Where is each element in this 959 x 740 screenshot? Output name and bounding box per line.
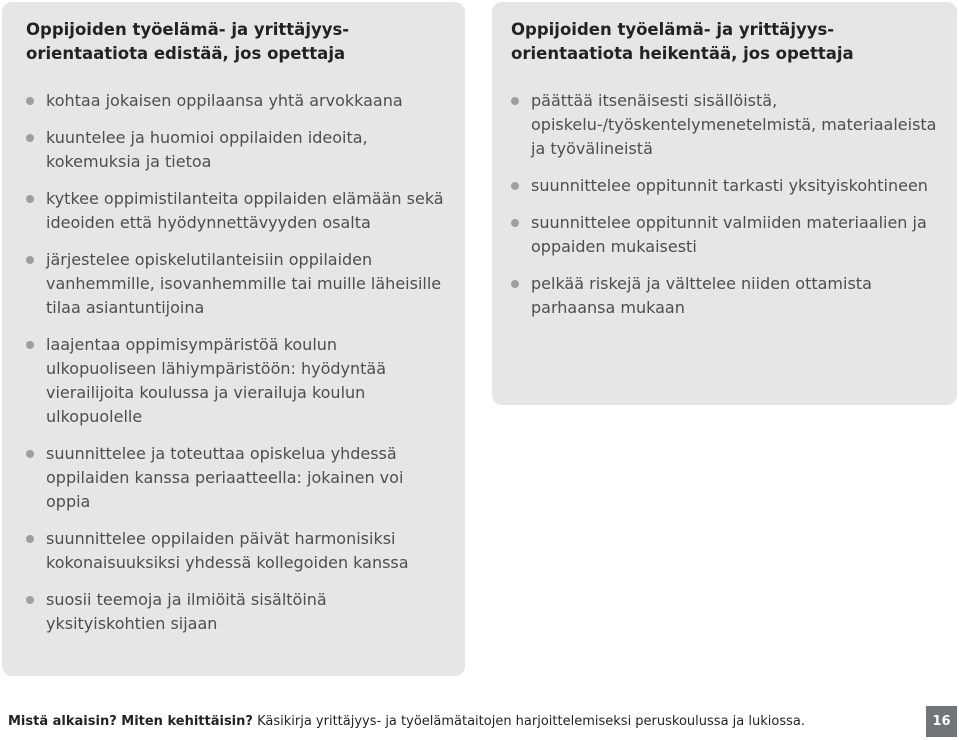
list-item: suunnittelee oppilaiden päivät harmonisiksi kokonaisuuksiksi yhdessä kollegoiden kanssa [26, 527, 445, 575]
list-item: järjestelee opiskelutilanteisiin oppilaiden vanhemmille, isovanhemmille tai muille läheisille tilaa asiantuntijoina [26, 248, 445, 320]
page-footer [8, 712, 805, 732]
list-item: suunnittelee ja toteuttaa opiskelua yhdessä oppilaiden kanssa periaatteella: jokainen voi oppia [26, 442, 445, 514]
list-item: pelkää riskejä ja välttelee niiden ottamista parhaansa mukaan [511, 272, 943, 320]
promoting-factors-title-line-2: orientaatiota edistää, jos opettaja [26, 44, 346, 63]
list-item: suosii teemoja ja ilmiöitä sisältöinä yksityiskohtien sijaan [26, 588, 445, 636]
footer-book-title: Mistä alkaisin? Miten kehittäisin? [8, 714, 253, 729]
list-item: kuuntelee ja huomioi oppilaiden ideoita, kokemuksia ja tietoa [26, 126, 445, 174]
weakening-factors-title [511, 18, 943, 66]
weakening-factors-panel [492, 2, 957, 405]
promoting-factors-list [26, 89, 445, 636]
promoting-factors-panel [2, 2, 465, 676]
list-item: laajentaa oppimisympäristöä koulun ulkopuoliseen lähiympäristöön: hyödyntää vierailijoita koulussa ja vierailuja koulun ulkopuolelle [26, 333, 445, 429]
page-number-badge: 16 [926, 706, 957, 737]
weakening-factors-title-line-1: Oppijoiden työelämä- ja yrittäjyys- [511, 20, 835, 39]
weakening-factors-list [511, 89, 943, 320]
list-item: suunnittelee oppitunnit valmiiden materiaalien ja oppaiden mukaisesti [511, 211, 943, 259]
weakening-factors-title-line-2: orientaatiota heikentää, jos opettaja [511, 44, 854, 63]
list-item: kytkee oppimistilanteita oppilaiden elämään sekä ideoiden että hyödynnettävyyden osalta [26, 187, 445, 235]
list-item: suunnittelee oppitunnit tarkasti yksityiskohtineen [511, 174, 943, 198]
list-item: kohtaa jokaisen oppilaansa yhtä arvokkaana [26, 89, 445, 113]
promoting-factors-title-line-1: Oppijoiden työelämä- ja yrittäjyys- [26, 20, 350, 39]
list-item: päättää itsenäisesti sisällöistä, opiskelu-/työskentelymenetelmistä, materiaaleista ja työvälineistä [511, 89, 943, 161]
promoting-factors-title [26, 18, 445, 66]
footer-subtitle: Käsikirja yrittäjyys- ja työelämätaitojen harjoittelemiseksi peruskoulussa ja lukiossa. [252, 714, 805, 729]
